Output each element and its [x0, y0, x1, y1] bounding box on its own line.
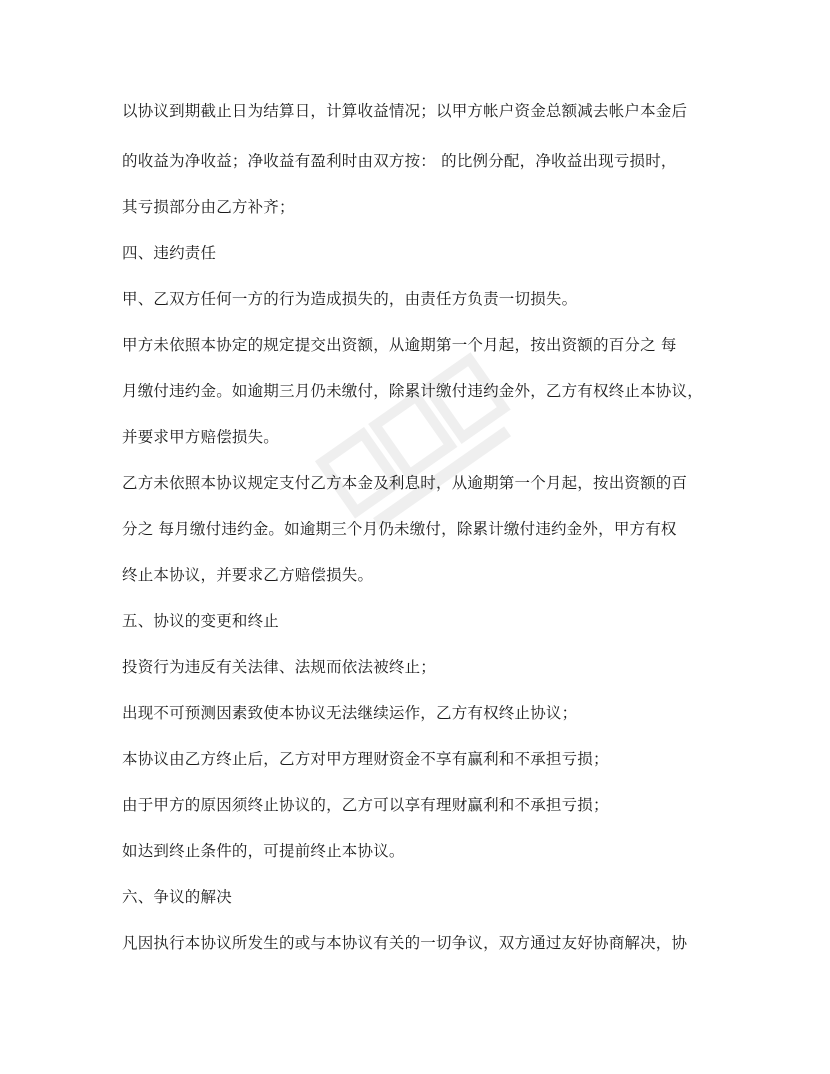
text-line: 乙方未依照本协议规定支付乙方本金及利息时，从逾期第一个月起，按出资额的百	[122, 474, 688, 492]
text-line: 本协议由乙方终止后，乙方对甲方理财资金不享有赢利和不承担亏损；	[122, 750, 609, 768]
section-heading: 四、违约责任	[122, 244, 217, 262]
text-line: 出现不可预测因素致使本协议无法继续运作，乙方有权终止协议；	[122, 704, 578, 722]
text-line: 如达到终止条件的，可提前终止本协议。	[122, 842, 405, 860]
text-line: 其亏损部分由乙方补齐；	[122, 198, 295, 216]
text-line: 以协议到期截止日为结算日，计算收益情况；以甲方帐户资金总额减去帐户本金后	[122, 102, 688, 120]
text-line: 甲、乙双方任何一方的行为造成损失的，由责任方负责一切损失。	[122, 290, 578, 308]
text-line: 月缴付违约金。如逾期三月仍未缴付，除累计缴付违约金外，乙方有权终止本协议，	[122, 382, 703, 400]
section-heading: 六、争议的解决	[122, 888, 232, 906]
watermark-graphic	[302, 337, 558, 583]
text-line: 由于甲方的原因须终止协议的，乙方可以享有理财赢利和不承担亏损；	[122, 796, 609, 814]
text-line: 甲方未依照本协定的规定提交出资额，从逾期第一个月起，按出资额的百分之 每	[122, 336, 677, 354]
text-line: 终止本协议，并要求乙方赔偿损失。	[122, 566, 374, 584]
text-line: 投资行为违反有关法律、法规而依法被终止；	[122, 658, 437, 676]
section-heading: 五、协议的变更和终止	[122, 612, 280, 630]
text-line: 的收益为净收益；净收益有盈利时由双方按： 的比例分配，净收益出现亏损时，	[122, 152, 677, 170]
text-line: 并要求甲方赔偿损失。	[122, 428, 280, 446]
text-line: 凡因执行本协议所发生的或与本协议有关的一切争议，双方通过友好协商解决，协	[122, 934, 688, 952]
text-line: 分之 每月缴付违约金。如逾期三个月仍未缴付，除累计缴付违约金外，甲方有权	[122, 520, 677, 538]
